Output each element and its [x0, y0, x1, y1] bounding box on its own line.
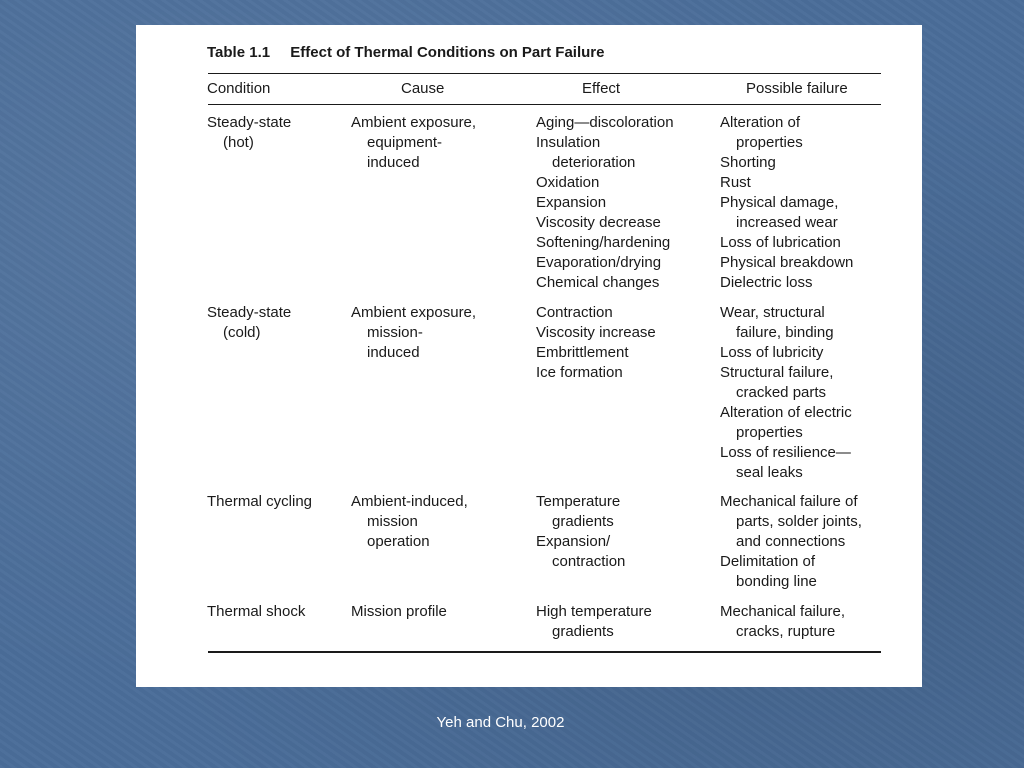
table-line: Rust — [720, 174, 751, 191]
table-line: Alteration of electric — [720, 404, 852, 421]
table-line: gradients — [552, 623, 614, 640]
table-line: Temperature — [536, 493, 621, 510]
table-line: Mechanical failure of — [720, 493, 858, 510]
table-top-rule — [208, 73, 881, 74]
table-line: Viscosity decrease — [536, 214, 661, 231]
table-line: operation — [367, 533, 430, 550]
column-header-cause: Cause — [401, 80, 445, 97]
table-line: Alteration of — [720, 114, 801, 131]
source-citation: Yeh and Chu, 2002 — [436, 714, 565, 731]
row-2-condition — [207, 303, 291, 343]
table-header-rule — [208, 104, 881, 105]
table-line: induced — [367, 154, 420, 171]
row-4-possible-failure — [720, 602, 845, 642]
table-line: Evaporation/drying — [536, 254, 662, 271]
table-line: Ambient-induced, — [351, 493, 468, 510]
column-header-effect: Effect — [582, 80, 621, 97]
table-line: mission — [367, 513, 418, 530]
table-line: cracks, rupture — [736, 623, 836, 640]
row-3-possible-failure — [720, 492, 862, 592]
table-line: seal leaks — [736, 464, 803, 481]
table-caption: Effect of Thermal Conditions on Part Failure — [290, 44, 605, 61]
table-line: increased wear — [736, 214, 838, 231]
table-line: parts, solder joints, — [736, 513, 862, 530]
table-line: High temperature — [536, 603, 652, 620]
table-line: Steady-state — [207, 114, 292, 131]
table-line: Delimitation of — [720, 553, 816, 570]
table-line: Mission profile — [351, 603, 447, 620]
table-line: cracked parts — [736, 384, 827, 401]
table-line: failure, binding — [736, 324, 834, 341]
table-line: deterioration — [552, 154, 636, 171]
table-line: Physical breakdown — [720, 254, 854, 271]
table-line: Expansion — [536, 194, 607, 211]
row-1-cause — [351, 113, 476, 173]
table-line: Loss of resilience— — [720, 444, 851, 461]
table-line: Thermal shock — [207, 603, 306, 620]
table-line: Thermal cycling — [207, 493, 313, 510]
table-line: Mechanical failure, — [720, 603, 846, 620]
row-1-possible-failure — [720, 113, 853, 293]
table-line: contraction — [552, 553, 626, 570]
table-line: Wear, structural — [720, 304, 825, 321]
table-number: Table 1.1 — [207, 44, 271, 61]
table-line: Ambient exposure, — [351, 304, 477, 321]
table-line: mission- — [367, 324, 423, 341]
table-line: induced — [367, 344, 420, 361]
row-3-cause — [351, 492, 468, 552]
table-line: Ice formation — [536, 364, 623, 381]
table-image-panel — [136, 25, 922, 687]
table-line: bonding line — [736, 573, 817, 590]
table-line: Aging—discoloration — [536, 114, 674, 131]
table-title — [207, 44, 604, 61]
table-line: properties — [736, 424, 803, 441]
table-line: Loss of lubrication — [720, 234, 841, 251]
table-line: and connections — [736, 533, 846, 550]
row-2-cause — [351, 303, 476, 363]
table-line: Oxidation — [536, 174, 600, 191]
row-3-effect — [536, 492, 625, 572]
table-line: Softening/hardening — [536, 234, 671, 251]
column-header-condition: Condition — [207, 80, 271, 97]
table-bottom-rule — [208, 651, 881, 653]
table-line: Physical damage, — [720, 194, 839, 211]
row-4-cause — [351, 602, 447, 622]
table-line: Steady-state — [207, 304, 292, 321]
row-4-effect — [536, 602, 652, 642]
row-1-condition — [207, 113, 291, 153]
table-line: Shorting — [720, 154, 776, 171]
table-line: Insulation — [536, 134, 601, 151]
table-line: Dielectric loss — [720, 274, 813, 291]
table-line: Ambient exposure, — [351, 114, 477, 131]
table-line: Loss of lubricity — [720, 344, 824, 361]
table-line: Contraction — [536, 304, 613, 321]
row-4-condition — [207, 602, 305, 622]
table-line: (hot) — [223, 134, 254, 151]
table-line: (cold) — [223, 324, 261, 341]
table-line: gradients — [552, 513, 614, 530]
table-line: Expansion/ — [536, 533, 611, 550]
table-line: equipment- — [367, 134, 443, 151]
row-3-condition — [207, 492, 312, 512]
table-line: Viscosity increase — [536, 324, 656, 341]
table-line: Embrittlement — [536, 344, 629, 361]
row-1-effect — [536, 113, 674, 293]
table-line: Structural failure, — [720, 364, 834, 381]
row-2-possible-failure — [720, 303, 852, 483]
table-line: Chemical changes — [536, 274, 660, 291]
row-2-effect — [536, 303, 656, 383]
column-header-possible-failure: Possible failure — [746, 80, 848, 97]
table-line: properties — [736, 134, 803, 151]
